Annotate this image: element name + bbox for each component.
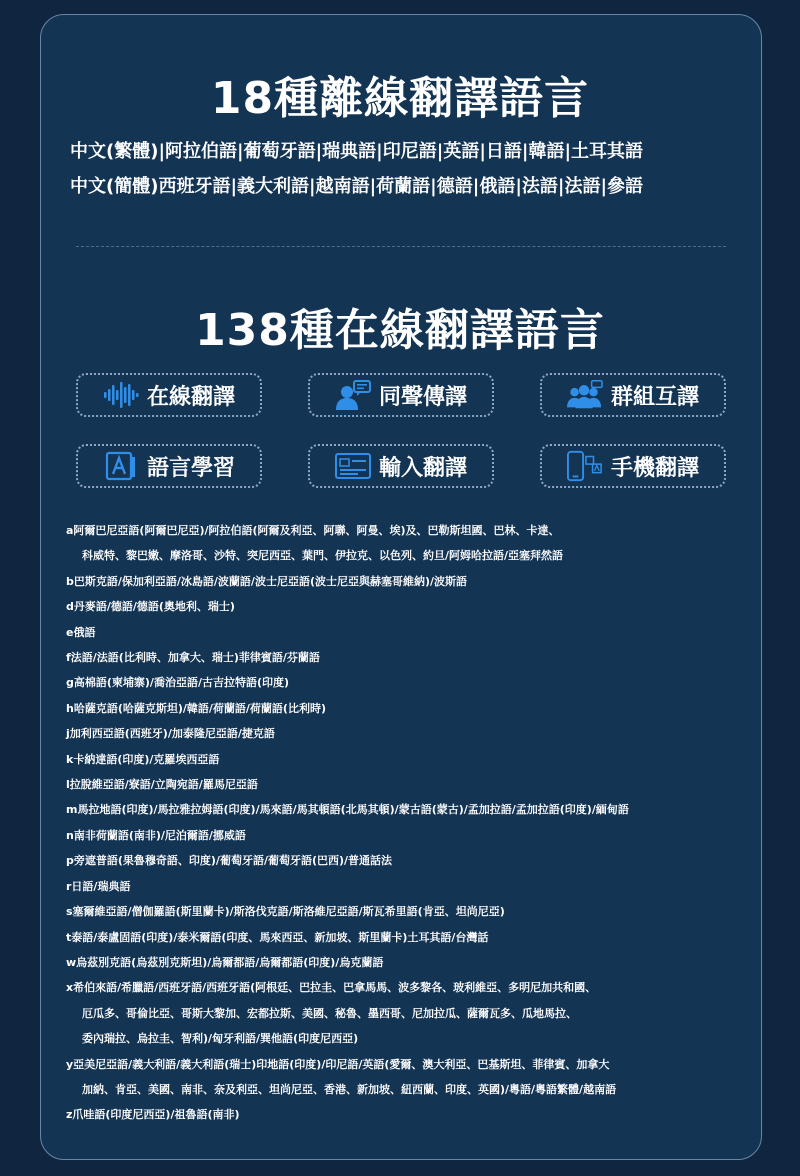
feature-language-learning (76, 444, 262, 488)
language-list-item: 加納、肯亞、美國、南非、奈及利亞、坦尚尼亞、香港、新加坡、紐西蘭、印度、英國)/粵語/粵語繁體/越南語 (82, 1082, 617, 1096)
feature-online-translation (76, 373, 262, 417)
section-divider (76, 246, 726, 247)
language-list-item: e俄語 (66, 625, 96, 639)
language-list-item: r日語/瑞典語 (66, 879, 131, 893)
feature-group-translation (540, 373, 726, 417)
language-list-item: h哈薩克語(哈薩克斯坦)/韓語/荷蘭語/荷蘭語(比利時) (66, 701, 326, 715)
language-list-item: 厄瓜多、哥倫比亞、哥斯大黎加、宏都拉斯、美國、秘魯、墨西哥、尼加拉瓜、薩爾瓦多、瓜地馬拉、 (82, 1006, 577, 1020)
language-list-item: j加利西亞語(西班牙)/加泰隆尼亞語/捷克語 (66, 727, 275, 741)
language-list-item: f法語/法語(比利時、加拿大、瑞士)菲律賓語/芬蘭語 (66, 651, 320, 665)
speaking-person-icon (335, 380, 371, 410)
language-list-item: 委內瑞拉、烏拉圭、智利)/匈牙利語/巽他語(印度尼西亞) (82, 1032, 359, 1046)
language-list-item: l拉脫維亞語/寮語/立陶宛語/羅馬尼亞語 (66, 778, 258, 792)
feature-label: 輸入翻譯 (378, 455, 467, 481)
language-list-item: n南非荷蘭語(南非)/尼泊爾語/挪威語 (66, 828, 246, 842)
language-list-item: p旁遮普語(果魯穆奇語、印度)/葡萄牙語/葡萄牙語(巴西)/普通話法 (66, 854, 393, 868)
language-list-item: k卡納達語(印度)/克羅埃西亞語 (66, 752, 220, 766)
language-list-item: x希伯來語/希臘語/西班牙語/西班牙語(阿根廷、巴拉圭、巴拿馬馬、波多黎各、玻利維亞、多明尼加共和國、 (66, 981, 597, 995)
language-book-icon (103, 451, 139, 481)
language-list-item: d丹麥語/德語/德語(奧地利、瑞士) (66, 600, 235, 614)
language-list-item: y亞美尼亞語/義大利語/義大利語(瑞士)印地語(印度)/印尼語/英語(愛爾、澳大利亞、巴基斯坦、菲律賓、加拿大 (66, 1057, 610, 1071)
phone-translate-icon (567, 451, 603, 481)
feature-label: 手機翻譯 (610, 455, 699, 481)
language-list-item: 科威特、黎巴嫩、摩洛哥、沙特、突尼西亞、葉門、伊拉克、以色列、約旦/阿姆哈拉語/亞塞拜然語 (82, 549, 564, 563)
feature-input-translation (308, 444, 494, 488)
language-list-item: s塞爾維亞語/僧伽羅語(斯里蘭卡)/斯洛伐克語/斯洛維尼亞語/斯瓦希里語(肯亞、坦尚尼亞) (66, 905, 505, 919)
language-list-item: a阿爾巴尼亞語(阿爾巴尼亞)/阿拉伯語(阿爾及利亞、阿聯、阿曼、埃)及、巴勒斯坦國、巴林、卡達、 (66, 524, 560, 537)
text-input-icon (335, 451, 371, 481)
feature-label: 群組互譯 (610, 384, 699, 410)
feature-label: 語言學習 (146, 455, 235, 481)
offline-languages-line-2: 中文(簡體)西班牙語|義大利語|越南語|荷蘭語|德語|俄語|法語|法語|參語 (70, 176, 644, 197)
language-list-item: g高棉語(柬埔寨)/喬治亞語/古吉拉特語(印度) (66, 676, 290, 690)
group-chat-icon (567, 380, 603, 410)
offline-languages-title: 18種離線翻譯語言 (210, 73, 590, 124)
feature-label: 在線翻譯 (146, 384, 235, 410)
online-languages-title: 138種在線翻譯語言 (195, 305, 605, 356)
online-languages-list (66, 518, 756, 1128)
language-list-item: m馬拉地語(印度)/馬拉雅拉姆語(印度)/馬來語/馬其頓語(北馬其頓)/蒙古語(蒙古)/孟加拉語/孟加拉語(印度)/緬甸語 (66, 803, 629, 817)
offline-languages-line-1: 中文(繁體)|阿拉伯語|葡萄牙語|瑞典語|印尼語|英語|日語|韓語|土耳其語 (70, 141, 644, 162)
language-list-item: t泰語/泰盧固語(印度)/泰米爾語(印度、馬來西亞、新加坡、斯里蘭卡)土耳其語/台灣話 (66, 930, 489, 944)
soundwave-icon (103, 380, 139, 410)
language-list-item: b巴斯克語/保加利亞語/冰島語/波蘭語/波士尼亞語(波士尼亞與赫塞哥維納)/波斯語 (66, 574, 468, 588)
feature-mobile-translation (540, 444, 726, 488)
language-list-item: z爪哇語(印度尼西亞)/祖魯語(南非) (66, 1108, 240, 1122)
language-list-item: w烏茲別克語(烏茲別克斯坦)/烏爾都語/烏爾都語(印度)/烏克蘭語 (66, 955, 384, 969)
feature-simultaneous-interpretation (308, 373, 494, 417)
feature-label: 同聲傳譯 (378, 384, 467, 410)
